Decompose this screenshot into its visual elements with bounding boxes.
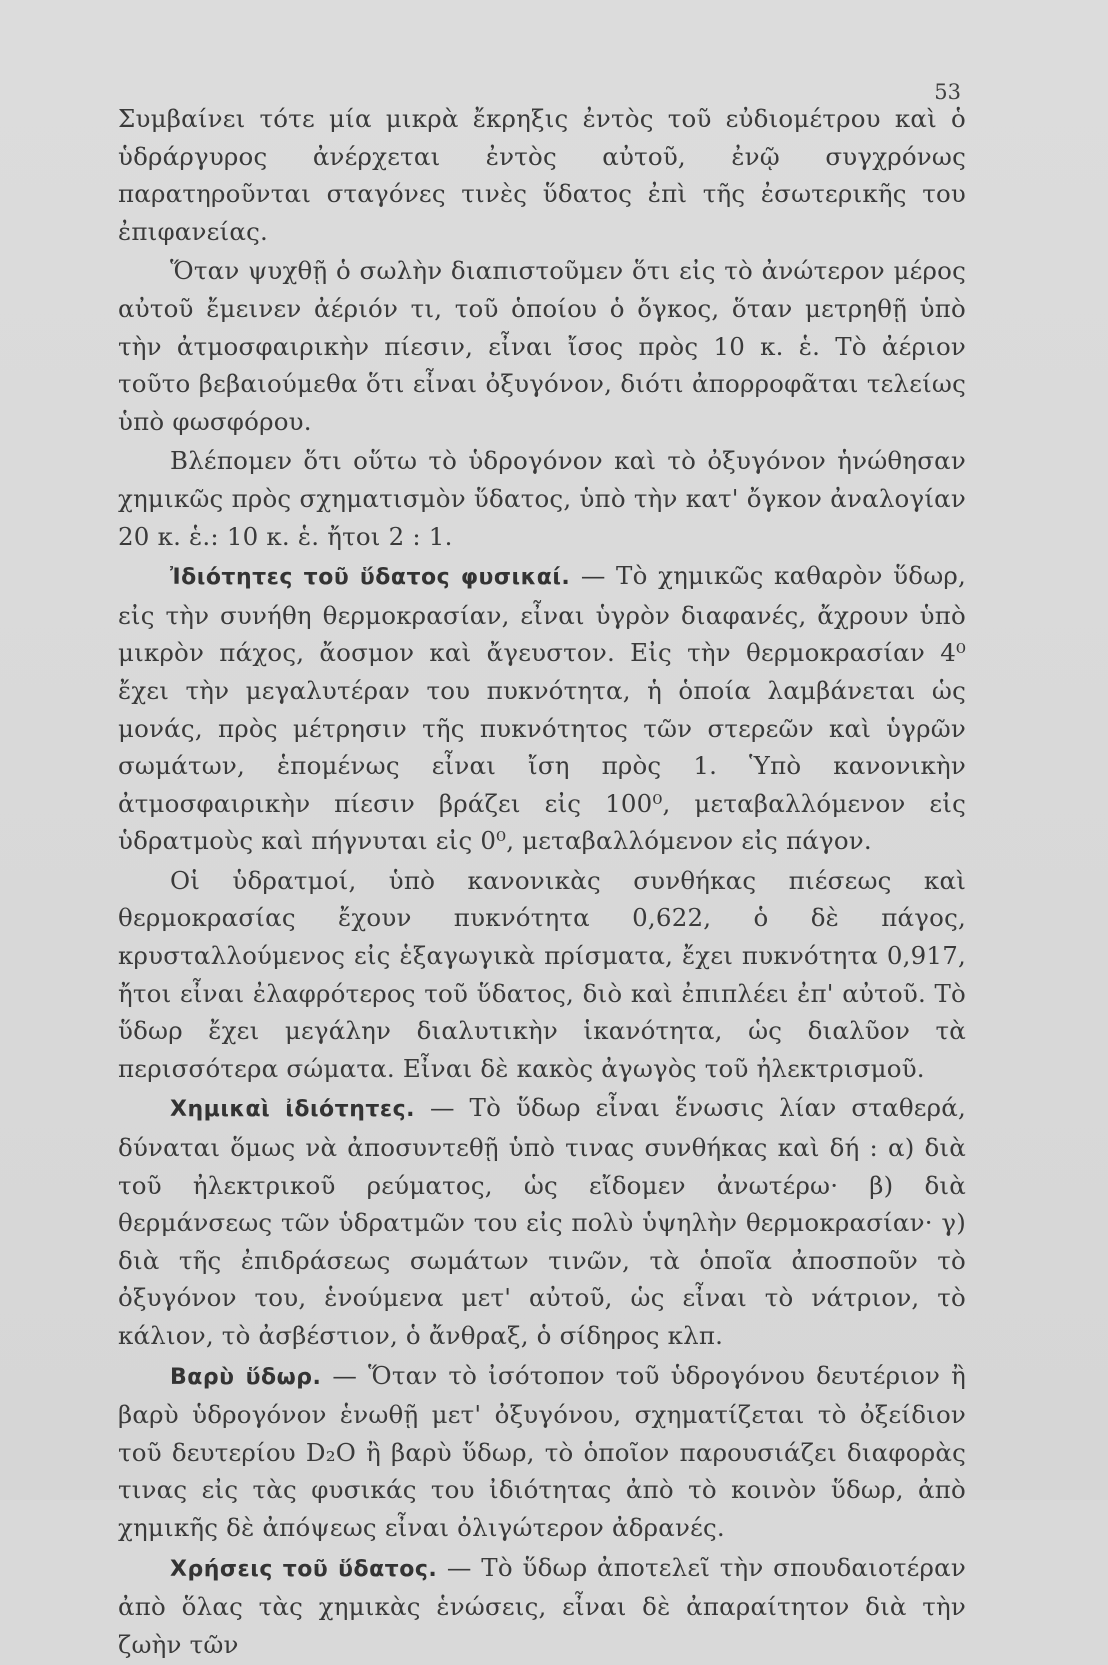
paragraph-text: Ὅταν ψυχθῇ ὁ σωλὴν διαπιστοῦμεν ὅτι εἰς τὸ ἀνώτερον μέρος αὐτοῦ ἔμεινεν ἀέριόν τι, τοῦ ὁποίου ὁ ὄγκος, ὅταν μετρηθῇ ὑπὸ τὴν ἀτμοσφαιρικὴν πίεσιν, εἶναι ἴσος πρὸς 10 κ. ἑ. Τὸ ἀέριον τοῦτο βεβαιούμεθα ὅτι εἶναι ὀξυγόνον, διότι ἀπορροφᾶται τελείως ὑπὸ φωσφόρου. <box>118 256 966 436</box>
paragraph-text: Συμβαίνει τότε μία μικρὰ ἔκρηξις ἐντὸς τοῦ εὐδιομέτρου καὶ ὁ ὑδράργυρος ἀνέρχεται ἐντὸς αὐτοῦ, ἐνῷ συγχρόνως παρατηροῦνται σταγόνες τινὲς ὕδατος ἐπὶ τῆς ἐσωτερικῆς του ἐπιφανείας. <box>118 104 966 246</box>
paragraph-oxygen-residue <box>118 252 966 440</box>
section-heading: Βαρὺ ὕδωρ. <box>170 1364 322 1390</box>
paragraph-explosion <box>118 100 966 250</box>
page-number: 53 <box>934 80 961 104</box>
paragraph-ratio <box>118 442 966 555</box>
paragraph-text: — Τὸ ὕδωρ ἀποτελεῖ τὴν σπουδαιοτέραν ἀπὸ ὅλας τὰς χημικὰς ἑνώσεις, εἶναι δὲ ἀπαραίτητον διὰ τὴν ζωὴν τῶν <box>118 1552 966 1659</box>
body-text <box>118 100 966 1665</box>
paragraph-heavy-water <box>118 1357 966 1547</box>
section-heading: Ἰδιότητες τοῦ ὕδατος φυσικαί. <box>170 565 571 591</box>
paragraph-physical-properties <box>118 557 966 860</box>
paragraph-chemical-properties <box>118 1089 966 1354</box>
paragraph-text: — Ὅταν τὸ ἰσότοπον τοῦ ὑδρογόνου δευτέριον ἢ βαρὺ ὑδρογόνον ἑνωθῇ μετ' ὀξυγόνου, σχηματίζεται τὸ ὀξείδιον τοῦ δευτερίου D₂O ἢ βαρὺ ὕδωρ, τὸ ὁποῖον παρουσιάζει διαφορὰς τινας εἰς τὰς φυσικάς του ἰδιότητας ἀπὸ τὸ κοινὸν ὕδωρ, ἀπὸ χημικῆς δὲ ἀπόψεως εἶναι ὀλιγώτερον ἀδρανές. <box>118 1360 967 1542</box>
paragraph-text: Βλέπομεν ὅτι οὕτω τὸ ὑδρογόνον καὶ τὸ ὀξυγόνον ἡνώθησαν χημικῶς πρὸς σχηματισμὸν ὕδατος, ὑπὸ τὴν κατ' ὄγκον ἀναλογίαν 20 κ. ἑ.: 10 κ. ἑ. ἤτοι 2 : 1. <box>118 446 966 551</box>
paragraph-text: — Τὸ ὕδωρ εἶναι ἕνωσις λίαν σταθερά, δύναται ὅμως νὰ ἀποσυντεθῇ ὑπὸ τινας συνθήκας καὶ δή : α) διὰ τοῦ ἠλεκτρικοῦ ρεύματος, ὡς εἴδομεν ἀνωτέρω· β) διὰ θερμάνσεως τῶν ὑδρατμῶν του εἰς πολὺ ὑψηλὴν θερμοκρασίαν· γ) διὰ τῆς ἐπιδράσεως σωμάτων τινῶν, τὰ ὁποῖα ἀποσποῦν τὸ ὀξυγόνον του, ἑνούμενα μετ' αὐτοῦ, ὡς εἶναι τὸ νάτριον, τὸ κάλιον, τὸ ἀσβέστιον, ὁ ἄνθραξ, ὁ σίδηρος κλπ. <box>118 1093 966 1350</box>
paragraph-text: Οἱ ὑδρατμοί, ὑπὸ κανονικὰς συνθήκας πιέσεως καὶ θερμοκρασίας ἔχουν πυκνότητα 0,622, ὁ δὲ πάγος, κρυσταλλούμενος εἰς ἑξαγωγικὰ πρίσματα, ἔχει πυκνότητα 0,917, ἤτοι εἶναι ἐλαφρότερος τοῦ ὕδατος, διὸ καὶ ἐπιπλέει ἐπ' αὐτοῦ. Τὸ ὕδωρ ἔχει μεγάλην διαλυτικὴν ἱκανότητα, ὡς διαλῦον τὰ περισσότερα σώματα. Εἶναι δὲ κακὸς ἀγωγὸς τοῦ ἠλεκτρισμοῦ. <box>118 865 966 1083</box>
section-heading: Χημικαὶ ἰδιότητες. <box>170 1097 416 1123</box>
section-heading: Χρήσεις τοῦ ὕδατος. <box>170 1556 438 1582</box>
paragraph-uses <box>118 1549 966 1664</box>
paragraph-text: — Τὸ χημικῶς καθαρὸν ὕδωρ, εἰς τὴν συνήθη θερμοκρασίαν, εἶναι ὑγρὸν διαφανές, ἄχρουν ὑπὸ μικρὸν πάχος, ἄοσμον καὶ ἄγευστον. Εἰς τὴν θερμοκρασίαν 4⁰ ἔχει τὴν μεγαλυτέραν του πυκνότητα, ἡ ὁποία λαμβάνεται ὡς μονάς, πρὸς μέτρησιν τῆς πυκνότητος τῶν στερεῶν καὶ ὑγρῶν σωμάτων, ἑπομένως εἶναι ἴση πρὸς 1. Ὑπὸ κανονικὴν ἀτμοσφαιρικὴν πίεσιν βράζει εἰς 100⁰, μεταβαλλόμενον εἰς ὑδρατμοὺς καὶ πήγνυται εἰς 0⁰, μεταβαλλόμενον εἰς πάγον. <box>118 561 966 856</box>
paragraph-vapor-ice <box>118 862 966 1088</box>
